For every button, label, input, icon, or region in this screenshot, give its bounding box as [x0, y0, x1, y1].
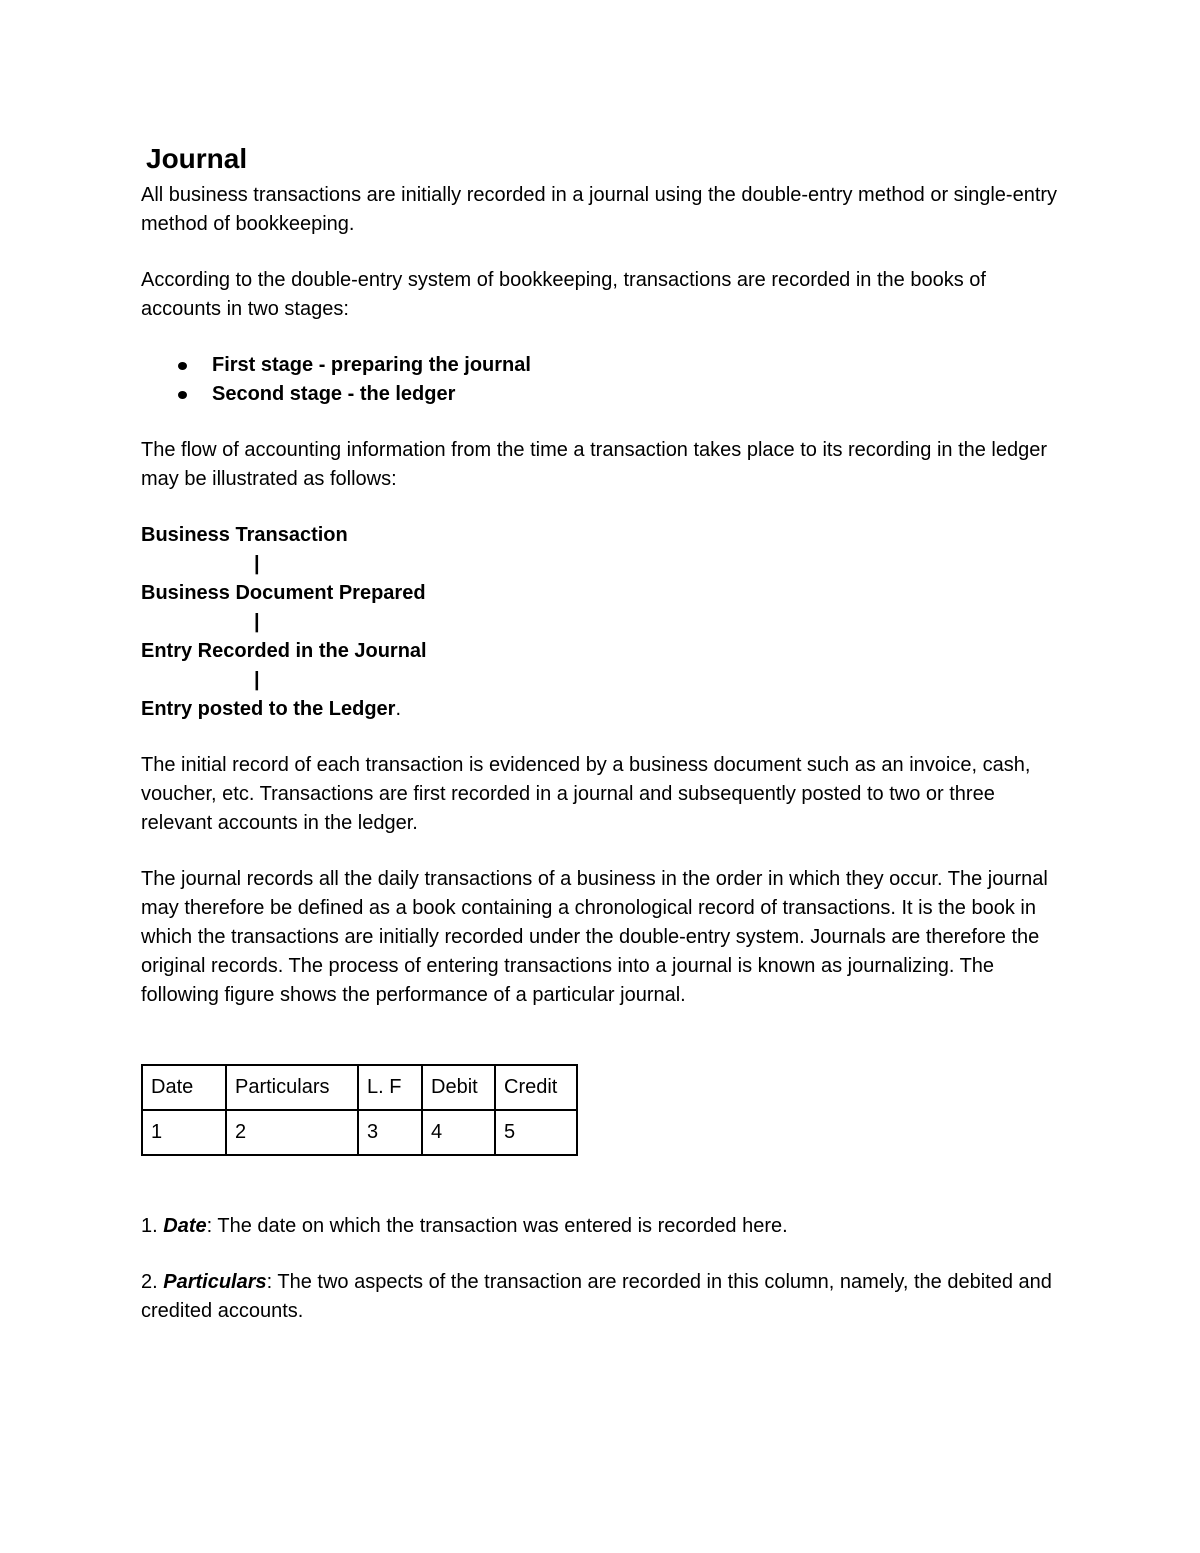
- flow-step-ledger-label: Entry posted to the Ledger: [141, 698, 396, 720]
- table-header-row: [142, 1065, 577, 1110]
- stage-label: Second stage - the ledger: [212, 383, 456, 405]
- journal-table-wrapper: [141, 1064, 1071, 1156]
- journal-definition-paragraph: The journal records all the daily transactions of a business in the order in which they occur. The journal may therefore be defined as a book containing a chronological record of transactions. It is the book in which the transactions are initially recorded under the double-entry system. Journals are therefore the original records. The process of entering transactions into a journal is known as journalizing. The following figure shows the performance of a particular journal.: [141, 868, 1048, 1006]
- header-cell-lf: L. F: [358, 1065, 422, 1110]
- definition-number: 2.: [141, 1271, 158, 1293]
- page-title: Journal: [146, 143, 248, 174]
- header-cell-debit: Debit: [422, 1065, 495, 1110]
- stage-label: First stage - preparing the journal: [212, 354, 531, 376]
- flow-end-punct: .: [395, 698, 402, 720]
- stages-intro-paragraph: According to the double-entry system of bookkeeping, transactions are recorded in the books of accounts in two stages:: [141, 269, 986, 320]
- definition-number: 1.: [141, 1215, 158, 1237]
- flow-connector: |: [254, 669, 260, 691]
- accounting-flow: [141, 521, 1071, 724]
- document-body: [141, 139, 1071, 1326]
- list-item: [141, 380, 1071, 409]
- table-cell: 3: [358, 1110, 422, 1155]
- table-cell: 4: [422, 1110, 495, 1155]
- header-cell-credit: Credit: [495, 1065, 577, 1110]
- definition-term: Particulars: [163, 1271, 267, 1293]
- flow-connector: |: [254, 553, 260, 575]
- flow-step-ledger-posting: [141, 695, 1071, 724]
- initial-record-paragraph: The initial record of each transaction is evidenced by a business document such as an invoice, cash, voucher, etc. Transactions are first recorded in a journal and subsequently posted to two or three relevant accounts in the ledger.: [141, 754, 1031, 834]
- journal-table: [141, 1064, 578, 1156]
- stages-list: [141, 351, 1071, 409]
- flow-connector: |: [254, 611, 260, 633]
- header-cell-date: Date: [142, 1065, 226, 1110]
- flow-step-journal-entry: Entry Recorded in the Journal: [141, 640, 427, 662]
- bullet-icon: [178, 391, 187, 399]
- bullet-icon: [178, 362, 187, 370]
- definition-text: : The date on which the transaction was entered is recorded here.: [206, 1215, 788, 1237]
- flow-step-business-document: Business Document Prepared: [141, 582, 426, 604]
- flow-step-business-transaction: Business Transaction: [141, 524, 348, 546]
- header-cell-particulars: Particulars: [226, 1065, 358, 1110]
- list-item: [141, 351, 1071, 380]
- table-cell: 5: [495, 1110, 577, 1155]
- definition-date: [141, 1212, 1071, 1241]
- flow-intro-paragraph: The flow of accounting information from the time a transaction takes place to its recording in the ledger may be illustrated as follows:: [141, 439, 1048, 490]
- intro-paragraph: All business transactions are initially recorded in a journal using the double-entry method or single-entry method of bookkeeping.: [141, 184, 1058, 235]
- definition-term: Date: [163, 1215, 207, 1237]
- table-row: [142, 1110, 577, 1155]
- table-cell: 1: [142, 1110, 226, 1155]
- table-cell: 2: [226, 1110, 358, 1155]
- definition-text: : The two aspects of the transaction are recorded in this column, namely, the debited and credited accounts.: [141, 1271, 1052, 1322]
- definition-particulars: [141, 1268, 1071, 1326]
